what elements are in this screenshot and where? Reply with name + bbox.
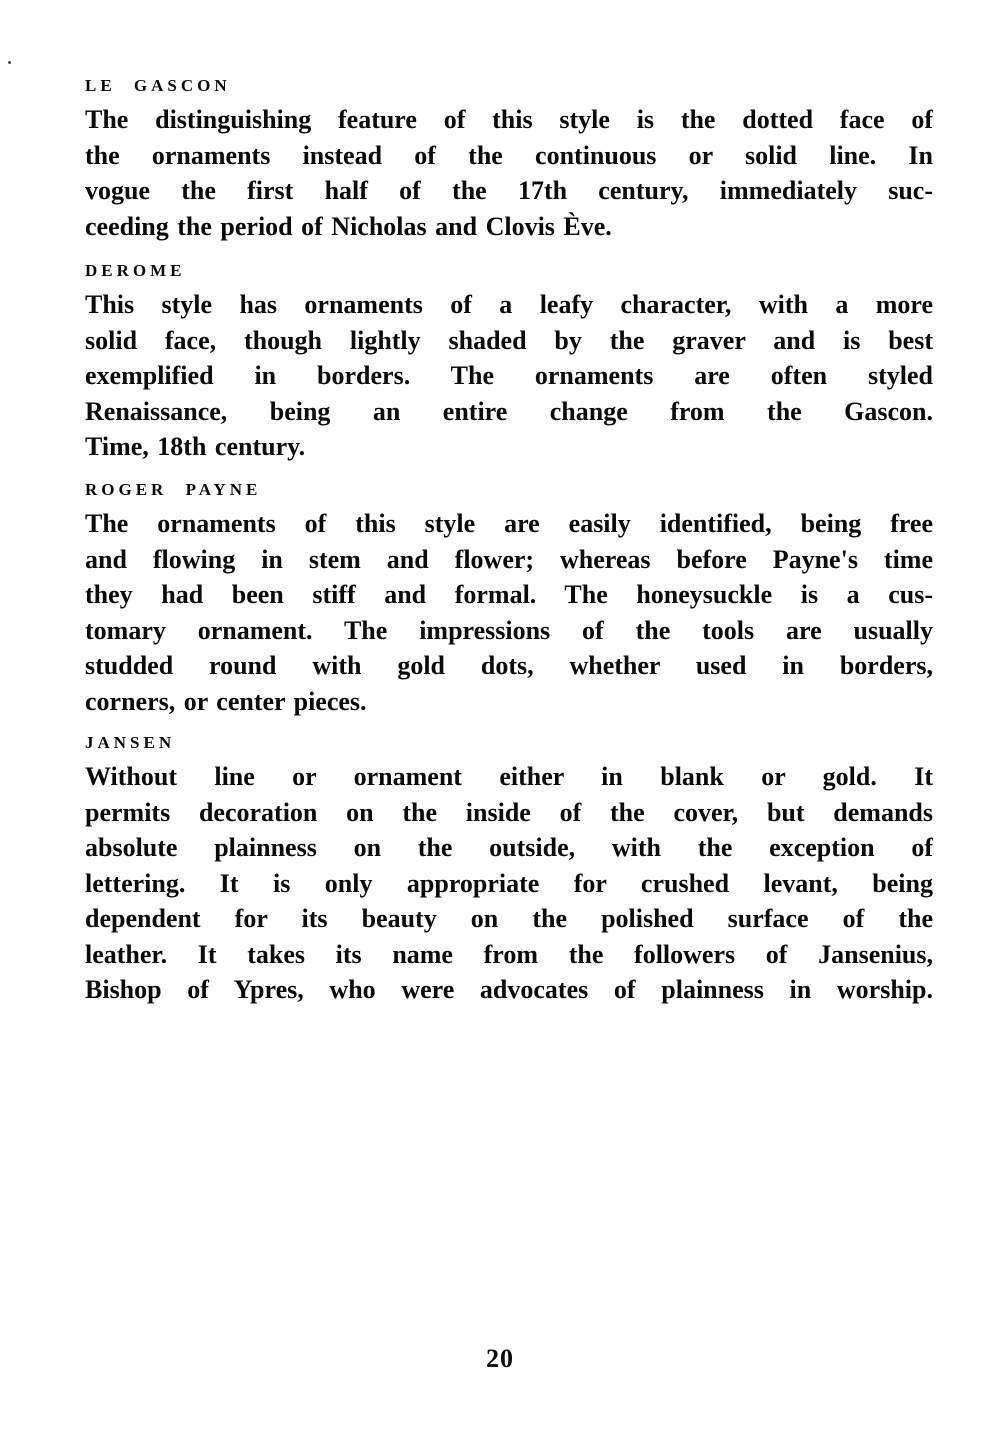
text-line: This style has ornaments of a leafy character, with a more (85, 290, 933, 319)
text-line: studded round with gold dots, whether used in borders, (85, 651, 933, 680)
text-line: dependent for its beauty on the polished surface of the (85, 904, 933, 933)
text-line: absolute plainness on the outside, with the exception of (85, 833, 933, 862)
text-line: The distinguishing feature of this style is the dotted face of (85, 105, 933, 134)
text-line: solid face, though lightly shaded by the graver and is best (85, 325, 933, 355)
text-line: Bishop of Ypres, who were advocates of plainness in worship. (85, 975, 933, 1004)
section-paragraph (85, 759, 933, 1008)
section-paragraph (85, 506, 933, 719)
text-line: the ornaments instead of the continuous or solid line. In (85, 140, 933, 170)
text-line: they had been stiff and formal. The honeysuckle is a cus- (85, 580, 933, 609)
section-le-gascon (85, 76, 933, 244)
text-line: Time, 18th century. (85, 432, 306, 461)
text-line: ceeding the period of Nicholas and Clovis Ève. (85, 211, 612, 241)
scan-speck (8, 61, 11, 64)
text-column (85, 0, 933, 1455)
text-line: The ornaments of this style are easily identified, being free (85, 509, 933, 538)
text-line: permits decoration on the inside of the cover, but demands (85, 797, 933, 827)
section-heading: ROGER PAYNE (85, 480, 262, 499)
text-line: tomary ornament. The impressions of the tools are usually (85, 615, 933, 645)
section-paragraph (85, 287, 933, 465)
text-line: Renaissance, being an entire change from the Gascon. (85, 396, 933, 426)
section-derome (85, 261, 933, 465)
section-roger-payne (85, 480, 933, 719)
section-heading: DEROME (85, 261, 186, 280)
text-line: lettering. It is only appropriate for crushed levant, being (85, 868, 933, 898)
section-heading: JANSEN (85, 733, 176, 752)
section-jansen (85, 733, 933, 1008)
text-line: Without line or ornament either in blank or gold. It (85, 762, 933, 791)
text-line: leather. It takes its name from the followers of Jansenius, (85, 939, 933, 969)
page-number: 20 (486, 1344, 514, 1373)
section-paragraph (85, 102, 933, 244)
text-line: corners, or center pieces. (85, 686, 367, 716)
text-line: exemplified in borders. The ornaments are often styled (85, 361, 933, 390)
text-line: vogue the first half of the 17th century, immediately suc- (85, 176, 933, 205)
text-line: and flowing in stem and flower; whereas before Payne's time (85, 544, 933, 574)
section-heading: LE GASCON (85, 76, 231, 95)
